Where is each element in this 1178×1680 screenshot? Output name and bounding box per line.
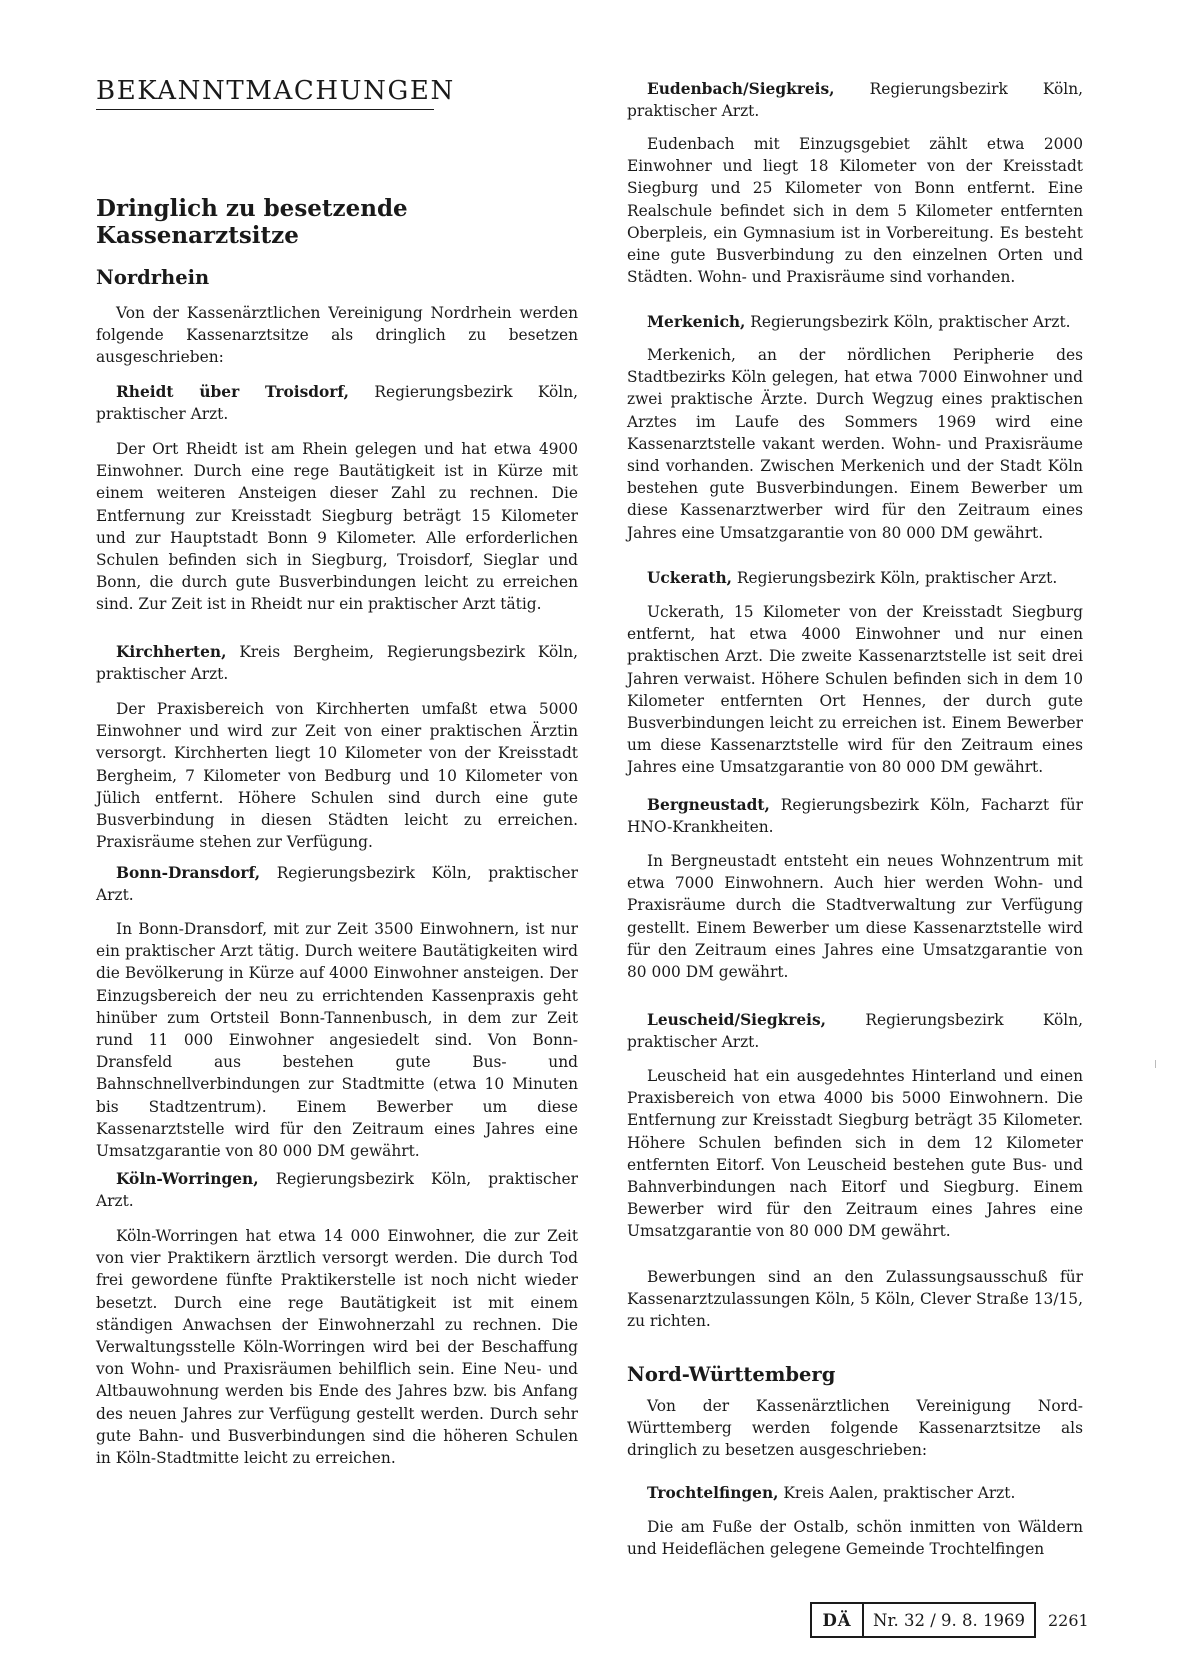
entry-heading-merkenich [627, 311, 1083, 333]
entry-place: Rheidt über Troisdorf, [116, 383, 350, 401]
intro-nordrhein: Von der Kassenärztlichen Vereinigung Nordrhein werden folgende Kassenarztsitze als dringlich zu besetzen ausgeschrieben: [96, 304, 578, 367]
entry-heading-bonn-dransdorf [96, 862, 578, 906]
entry-text-leuscheid: Leuscheid hat ein ausgedehntes Hinterland und einen Praxisbereich von etwa 4000 bis 5000 Einwohnern. Die Entfernung zur Kreisstadt Siegburg beträgt 35 Kilometer. Höhere Schulen befinden sich in dem 12 Kilometer entfernten Eitorf. Von Leuscheid bestehen gute Bus- und Bahnverbindungen nach Eitorf und Siegburg. Einem Bewerber wird für den Zeitraum eines Jahres eine Umsatzgarantie von 80 000 DM gewährt. [627, 1067, 1083, 1241]
entry-heading-koeln-worringen [96, 1168, 578, 1212]
entry-place: Merkenich, [647, 313, 746, 331]
journal-footer [810, 1602, 1036, 1638]
entry-heading-rheidt [96, 381, 578, 425]
entry-heading-bergneustadt [627, 794, 1083, 838]
entry-text-merkenich: Merkenich, an der nördlichen Peripherie des Stadtbezirks Köln gelegen, hat etwa 7000 Einwohner und zwei praktische Ärzte. Durch Wegzug eines praktischen Arztes im Laufe des Sommers 1969 wird eine Kassenarztstelle vakant werden. Wohn- und Praxisräume sind vorhanden. Zwischen Merkenich und der Stadt Köln bestehen gute Busverbindungen. Einem Bewerber um diese Kassenarztwerber wird für den Zeitraum eines Jahres eine Umsatzgarantie von 80 000 DM gewährt. [627, 346, 1083, 542]
entry-text-bonn-dransdorf: In Bonn-Dransdorf, mit zur Zeit 3500 Einwohnern, ist nur ein praktischer Arzt tätig. Durch weitere Bautätigkeiten wird die Bevölkerung in Kürze auf 4000 Einwohner ansteigen. Der Einzugsbereich der neu zu errichtenden Kassenpraxis geht hinüber zum Ortsteil Bonn-Tannenbusch, in dem zur Zeit rund 11 000 Einwohner angesiedelt sind. Von Bonn-Dransfeld aus bestehen gute Bus- und Bahnschnellverbindungen zur Stadtmitte (etwa 10 Minuten bis Stadtzentrum). Einem Bewerber um diese Kassenarztstelle wird für den Zeitraum eines Jahres eine Umsatzgarantie von 80 000 DM gewährt. [96, 920, 578, 1161]
heading-nordrhein: Nordrhein [96, 266, 210, 289]
section-label: BEKANNTMACHUNGEN [96, 75, 434, 110]
entry-detail: Regierungsbezirk Köln, praktischer Arzt. [627, 1011, 1083, 1052]
article-title-line-2: Kassenarztsitze [96, 222, 299, 249]
article-title-line-1: Dringlich zu besetzende [96, 195, 408, 222]
entry-detail: Regierungsbezirk Köln, praktischer Arzt. [96, 1170, 578, 1211]
heading-nord-wuerttemberg: Nord-Württemberg [627, 1363, 836, 1386]
entry-place: Kirchherten, [116, 643, 227, 661]
page-number: 2261 [1048, 1611, 1089, 1630]
entry-detail: Regierungsbezirk Köln, praktischer Arzt. [96, 864, 578, 905]
entry-text-uckerath: Uckerath, 15 Kilometer von der Kreisstadt Siegburg entfernt, hat etwa 4000 Einwohner und nur einen praktischen Arzt. Die zweite Kassenarztstelle ist seit drei Jahren verwaist. Höhere Schulen befinden sich in dem 10 Kilometer entfernten Ort Hennes, der durch gute Busverbindungen leicht zu erreichen ist. Einem Bewerber um diese Kassenarztstelle wird für den Zeitraum eines Jahres eine Umsatzgarantie von 80 000 DM gewährt. [627, 603, 1083, 777]
entry-detail: Regierungsbezirk Köln, praktischer Arzt. [745, 313, 1071, 331]
entry-text-trochtelfingen: Die am Fuße der Ostalb, schön inmitten von Wäldern und Heideflächen gelegene Gemeinde Trochtelfingen [627, 1518, 1083, 1559]
entry-place: Köln-Worringen, [116, 1170, 259, 1188]
entry-place: Bergneustadt, [647, 796, 770, 814]
entry-place: Leuscheid/Siegkreis, [647, 1011, 827, 1029]
entry-detail: Regierungsbezirk Köln, praktischer Arzt. [627, 80, 1083, 121]
entry-heading-leuscheid [627, 1009, 1083, 1053]
entry-detail: Regierungsbezirk Köln, praktischer Arzt. [96, 383, 578, 424]
entry-heading-eudenbach [627, 78, 1083, 122]
entry-place: Bonn-Dransdorf, [116, 864, 261, 882]
entry-detail: Kreis Bergheim, Regierungsbezirk Köln, praktischer Arzt. [96, 643, 578, 684]
entry-text-eudenbach: Eudenbach mit Einzugsgebiet zählt etwa 2000 Einwohner und liegt 18 Kilometer von der Kreisstadt Siegburg und 25 Kilometer von Bonn entfernt. Eine Realschule befindet sich in dem 5 Kilometer entfernten Oberpleis, ein Gymnasium ist in Vorbereitung. Es besteht eine gute Busverbindung zu den einzelnen Orten und Städten. Wohn- und Praxisräume sind vorhanden. [627, 135, 1083, 287]
article-title [96, 195, 408, 249]
entry-detail: Regierungsbezirk Köln, praktischer Arzt. [732, 569, 1058, 587]
entry-place: Uckerath, [647, 569, 733, 587]
entry-text-koeln-worringen: Köln-Worringen hat etwa 14 000 Einwohner, die zur Zeit von vier Praktikern ärztlich versorgt werden. Die durch Tod frei gewordene fünfte Praktikerstelle ist noch nicht wieder besetzt. Durch eine rege Bautätigkeit ist mit einem ständigen Anwachsen der Einwohnerzahl zu rechnen. Die Verwaltungsstelle Köln-Worringen wird bei der Beschaffung von Wohn- und Praxisräumen behilflich sein. Eine Neu- und Altbauwohnung werden bis Ende des Jahres bzw. bis Anfang des neuen Jahres zur Verfügung gestellt werden. Durch sehr gute Bahn- und Busverbindungen sind die höheren Schulen in Köln-Stadtmitte leicht zu erreichen. [96, 1227, 578, 1468]
intro-nord-wuerttemberg: Von der Kassenärztlichen Vereinigung Nord-Württemberg werden folgende Kassenarztsitze als dringlich zu besetzen ausgeschrieben: [627, 1397, 1083, 1460]
entry-detail: Kreis Aalen, praktischer Arzt. [778, 1484, 1016, 1502]
entry-heading-trochtelfingen [627, 1482, 1083, 1504]
entry-text-rheidt: Der Ort Rheidt ist am Rhein gelegen und hat etwa 4900 Einwohner. Durch eine rege Bautätigkeit ist in Kürze mit einem weiteren Ansteigen dieser Zahl zu rechnen. Die Entfernung zur Kreisstadt Siegburg beträgt 15 Kilometer und zur Hauptstadt Bonn 9 Kilometer. Alle erforderlichen Schulen befinden sich in Siegburg, Troisdorf, Sieglar und Bonn, die durch gute Busverbindungen leicht zu erreichen sind. Zur Zeit ist in Rheidt nur ein praktischer Arzt tätig. [96, 440, 578, 614]
margin-mark [1155, 1060, 1156, 1068]
entry-place: Eudenbach/Siegkreis, [647, 80, 835, 98]
issue-info: Nr. 32 / 9. 8. 1969 [873, 1610, 1026, 1630]
entry-detail: Regierungsbezirk Köln, Facharzt für HNO-Krankheiten. [627, 796, 1083, 837]
journal-logo: DÄ [812, 1604, 864, 1636]
entry-text-kirchherten: Der Praxisbereich von Kirchherten umfaßt etwa 5000 Einwohner und wird zur Zeit von einer praktischen Ärztin versorgt. Kirchherten liegt 10 Kilometer von der Kreisstadt Bergheim, 7 Kilometer von Bedburg und 10 Kilometer von Jülich entfernt. Höhere Schulen sind durch eine gute Busverbindung in diesen Städten leicht zu erreichen. Praxisräume stehen zur Verfügung. [96, 700, 578, 852]
entry-heading-uckerath [627, 567, 1083, 589]
entry-place: Trochtelfingen, [647, 1484, 779, 1502]
entry-heading-kirchherten [96, 641, 578, 685]
closing-nordrhein: Bewerbungen sind an den Zulassungsausschuß für Kassenarztzulassungen Köln, 5 Köln, Clever Straße 13/15, zu richten. [627, 1268, 1083, 1331]
entry-text-bergneustadt: In Bergneustadt entsteht ein neues Wohnzentrum mit etwa 7000 Einwohnern. Auch hier werden Wohn- und Praxisräume durch die Stadtverwaltung zur Verfügung gestellt. Einem Bewerber um diese Kassenarztstelle wird für den Zeitraum eines Jahres eine Umsatzgarantie von 80 000 DM gewährt. [627, 852, 1083, 982]
